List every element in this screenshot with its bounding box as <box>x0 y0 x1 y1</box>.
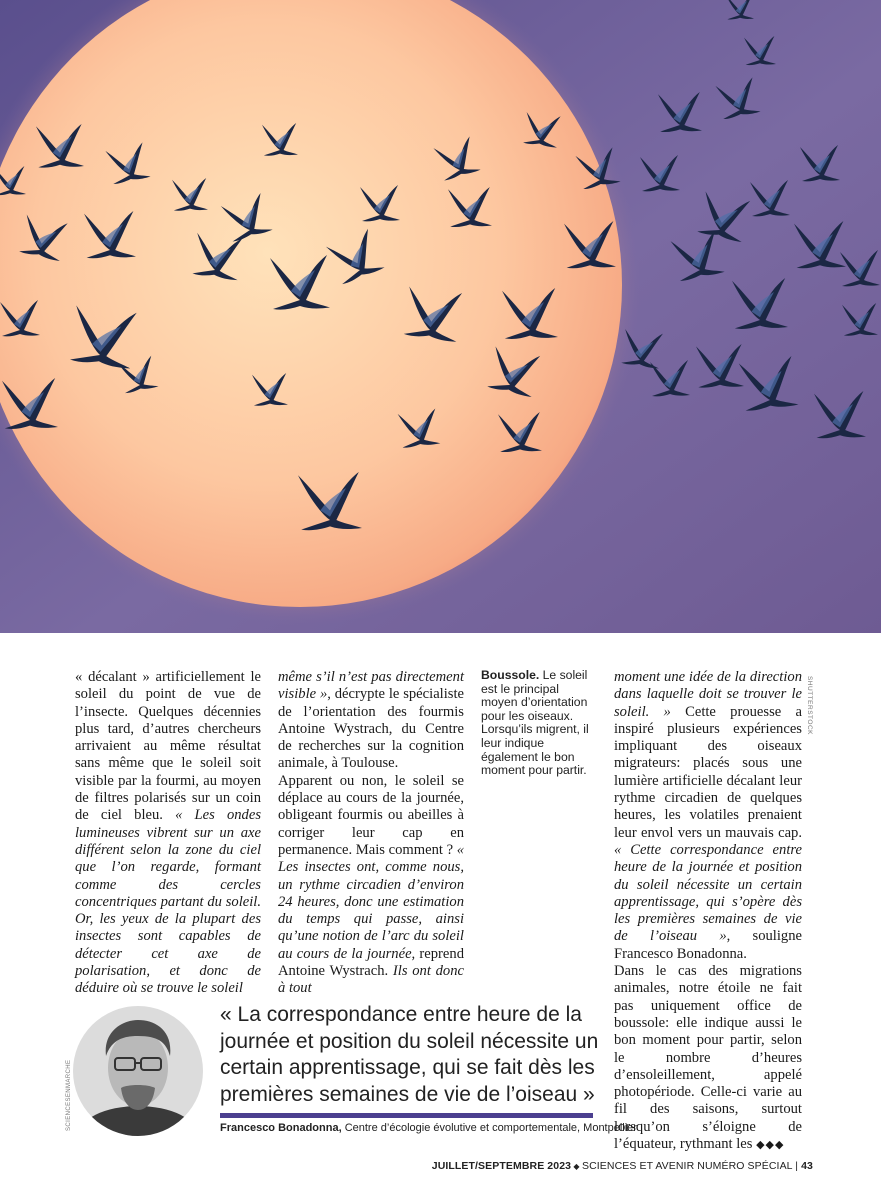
caption-text: Le soleil est le principal moyen d’orientation pour les oiseaux. Lorsqu’ils migrent, il leur indique également le bon moment pour partir. <box>481 668 589 778</box>
publication-name: SCIENCES ET AVENIR NUMÉRO SPÉCIAL <box>581 1160 793 1172</box>
footer-separator: ◆ <box>571 1162 582 1171</box>
portrait-illustration <box>73 1006 203 1136</box>
column-2-paragraph-2: Apparent ou non, le soleil se déplace au cours de la journée, obligeant fourmis ou abeilles à corriger leur cap en permanence. Mais comment ? « Les insectes ont, comme nous, un rythme circadien d’environ 24 heures, donc une estimation du temps qui passe, ainsi qu’une notion de l’arc du soleil au cours de la journée, reprend Antoine Wystrach. Ils ont donc à tout <box>278 772 464 997</box>
article-column-1 <box>75 669 261 998</box>
portrait-credit: SCIENCESENMARCHE <box>66 1059 72 1131</box>
quote-divider <box>220 1113 593 1118</box>
quote-author: Francesco Bonadonna, <box>220 1122 342 1134</box>
issue-date: JUILLET/SEPTEMBRE 2023 <box>431 1160 572 1172</box>
portrait-photo <box>73 1006 203 1136</box>
column-1-paragraph: « décalant » artificiellement le soleil du point de vue de l’insecte. Quelques décennies plus tard, d’autres chercheurs arrivaient au même résultat sans même que le soleil soit visible par la fourmi, au moyen de filtres polarisés sur un coin de ciel bleu. « Les ondes lumineuses vibrent sur un axe différent selon la zone du ciel que l’on regarde, formant comme des cercles concentriques partant du soleil. Or, les yeux de la plupart des insectes sont capables de détecter cet axe de polarisation, et donc de déduire où se trouve le soleil <box>75 669 261 997</box>
article-column-2 <box>278 669 464 998</box>
column-2-paragraph-1: même s’il n’est pas directement visible », décrypte le spécialiste de l’orientation des fourmis Antoine Wystrach, du Centre de recherches sur la cognition animale, à Toulouse. <box>278 669 464 772</box>
column-3-paragraph-2: Dans le cas des migrations animales, notre étoile ne fait pas uniquement office de boussole: elle indique aussi le bon moment pour partir, selon le nombre d’heures d’ensoleillement, appelé photopériode. Celle-ci varie au fil des saisons, surtout lorsqu’on s’éloigne de l’équateur, rythmant les ◆◆◆ <box>614 963 802 1153</box>
article-column-3 <box>614 669 802 1154</box>
quote-affiliation: Centre d’écologie évolutive et comportementale, Montpellier <box>341 1122 637 1134</box>
quote-attribution <box>220 1121 637 1135</box>
column-3-paragraph-1: moment une idée de la direction dans laquelle doit se trouver le soleil. » Cette prouesse a inspiré plusieurs expériences impliquant des oiseaux migrateurs: placés sous une lumière artificielle décalant leur rythme circadien de quelques heures, les volatiles prenaient leur envol vers un mauvais cap. « Cette correspondance entre heure de la journée et position du soleil nécessite un certain apprentissage, qui s’opère dès les premières semaines de vie de l’oiseau », souligne Francesco Bonadonna. <box>614 669 802 962</box>
page-number: 43 <box>801 1160 813 1172</box>
pull-quote: « La correspondance entre heure de la journée et position du soleil nécessite un certain apprentissage, qui se fait dès les premières semaines de vie de l’oiseau » <box>220 1003 599 1106</box>
photo-credit: SHUTTERSTOCK <box>806 676 813 735</box>
end-of-article-mark: ◆◆◆ <box>756 1139 785 1152</box>
footer-pipe: | <box>792 1160 802 1172</box>
page-footer <box>432 1160 813 1172</box>
photo-caption <box>481 669 597 778</box>
caption-title: Boussole. <box>481 668 540 682</box>
